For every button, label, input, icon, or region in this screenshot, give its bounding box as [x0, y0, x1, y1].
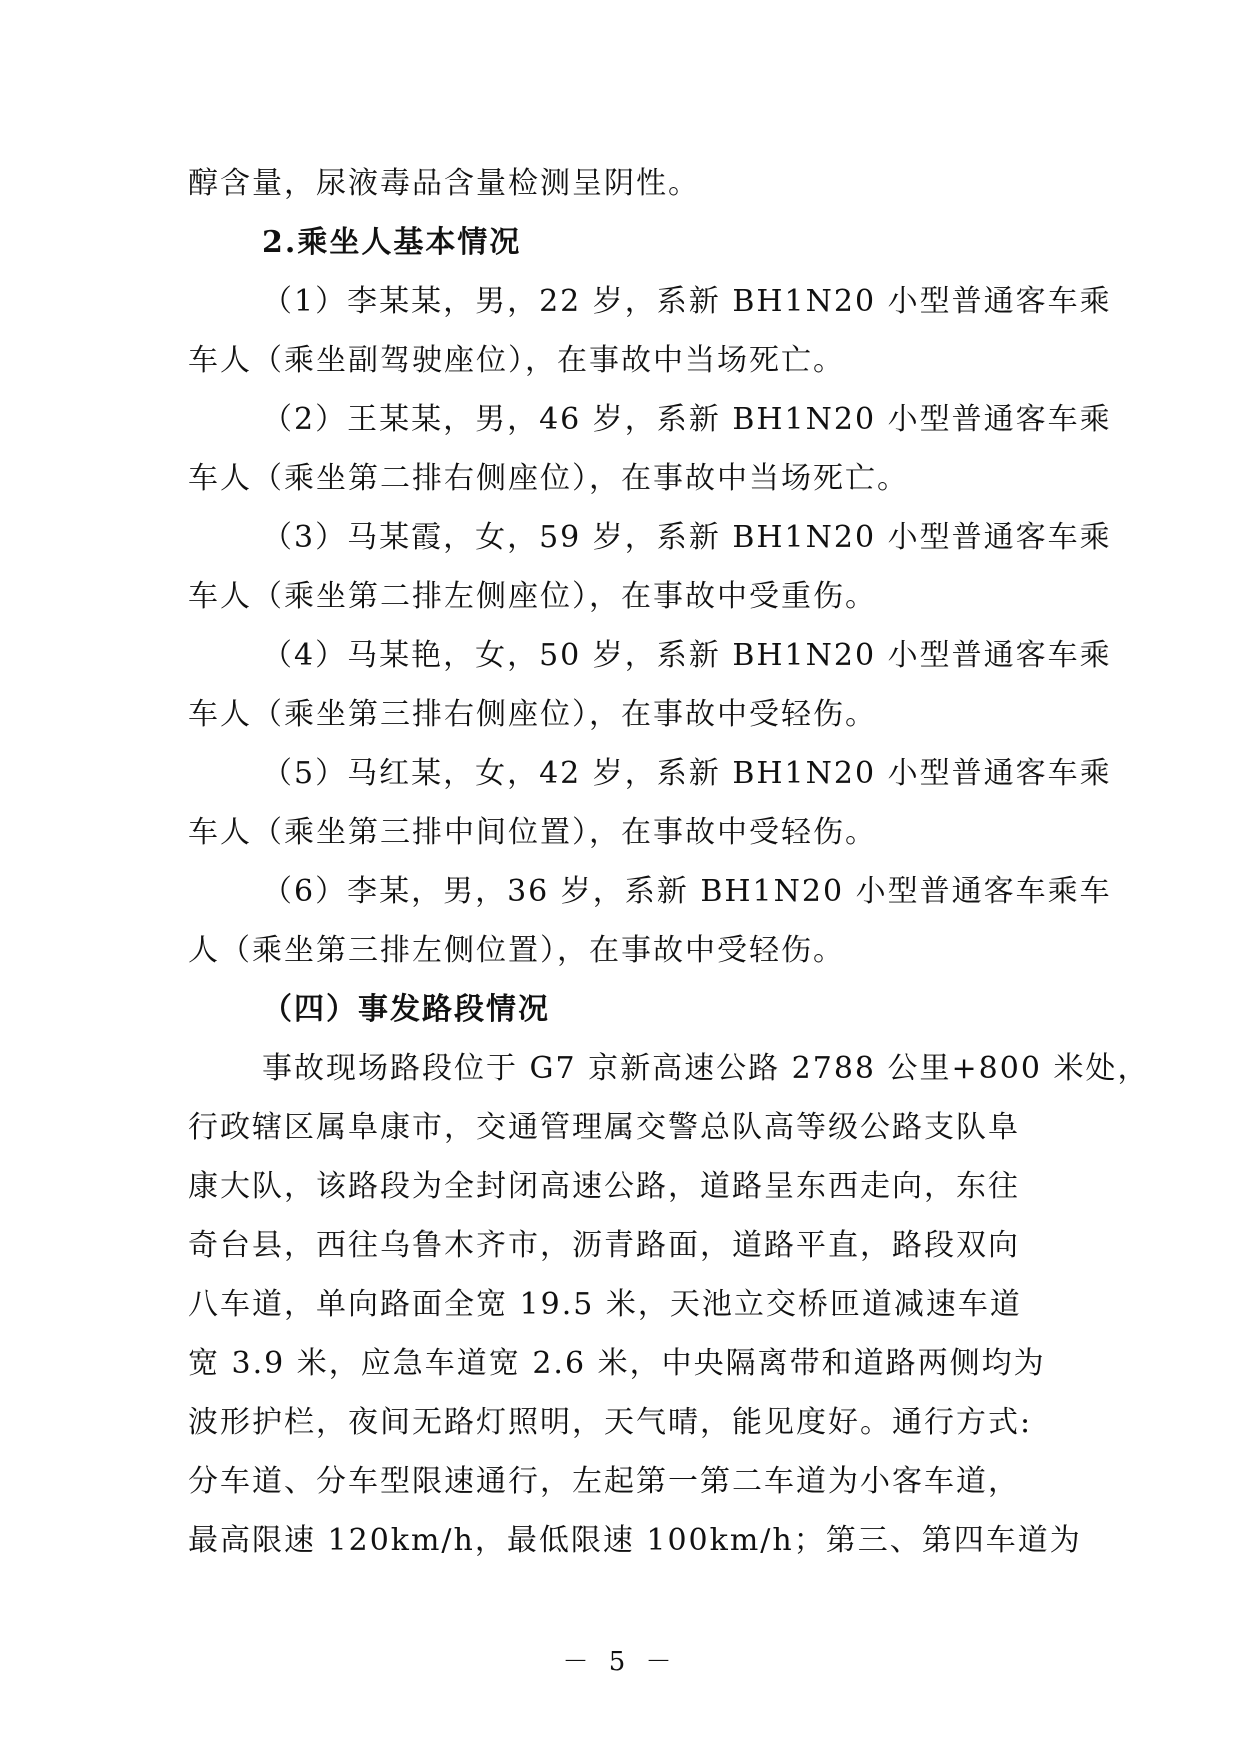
- document-body: [188, 154, 1150, 1570]
- text-line: （3）马某霞，女，59 岁，系新 BH1N20 小型普通客车乘: [262, 520, 1112, 555]
- text-line: 分车道、分车型限速通行，左起第一第二车道为小客车道，: [188, 1464, 1020, 1499]
- text-line: 最高限速 120km/h，最低限速 100km/h；第三、第四车道为: [188, 1523, 1082, 1558]
- text-line: 车人（乘坐第二排左侧座位），在事故中受重伤。: [188, 579, 877, 614]
- text-line: 人（乘坐第三排左侧位置），在事故中受轻伤。: [188, 933, 845, 968]
- text-line: （1）李某某，男，22 岁，系新 BH1N20 小型普通客车乘: [262, 284, 1112, 319]
- text-line: 宽 3.9 米，应急车道宽 2.6 米，中央隔离带和道路两侧均为: [188, 1346, 1046, 1381]
- page-number: － 5 －: [562, 1647, 678, 1677]
- text-line: 车人（乘坐副驾驶座位），在事故中当场死亡。: [188, 343, 845, 378]
- text-line: （5）马红某，女，42 岁，系新 BH1N20 小型普通客车乘: [262, 756, 1112, 791]
- text-line: 奇台县，西往乌鲁木齐市，沥青路面，道路平直，路段双向: [188, 1228, 1020, 1263]
- text-line: 八车道，单向路面全宽 19.5 米，天池立交桥匝道减速车道: [188, 1287, 1022, 1322]
- text-line: 事故现场路段位于 G7 京新高速公路 2788 公里+800 米处，: [262, 1051, 1150, 1086]
- section-heading-road: （四）事发路段情况: [262, 992, 550, 1027]
- text-line: 康大队，该路段为全封闭高速公路，道路呈东西走向，东往: [188, 1169, 1020, 1204]
- text-line: 车人（乘坐第三排右侧座位），在事故中受轻伤。: [188, 697, 877, 732]
- text-line: （2）王某某，男，46 岁，系新 BH1N20 小型普通客车乘: [262, 402, 1112, 437]
- text-line: 车人（乘坐第二排右侧座位），在事故中当场死亡。: [188, 461, 909, 496]
- text-line: 行政辖区属阜康市，交通管理属交警总队高等级公路支队阜: [188, 1110, 1020, 1145]
- text-line: 车人（乘坐第三排中间位置），在事故中受轻伤。: [188, 815, 877, 850]
- text-line: （4）马某艳，女，50 岁，系新 BH1N20 小型普通客车乘: [262, 638, 1112, 673]
- text-line: （6）李某，男，36 岁，系新 BH1N20 小型普通客车乘车: [262, 874, 1112, 909]
- text-line: 波形护栏，夜间无路灯照明，天气晴，能见度好。通行方式:: [188, 1405, 1033, 1440]
- section-heading-passengers: 2.乘坐人基本情况: [262, 225, 522, 260]
- text-line: 醇含量，尿液毒品含量检测呈阴性。: [188, 166, 700, 201]
